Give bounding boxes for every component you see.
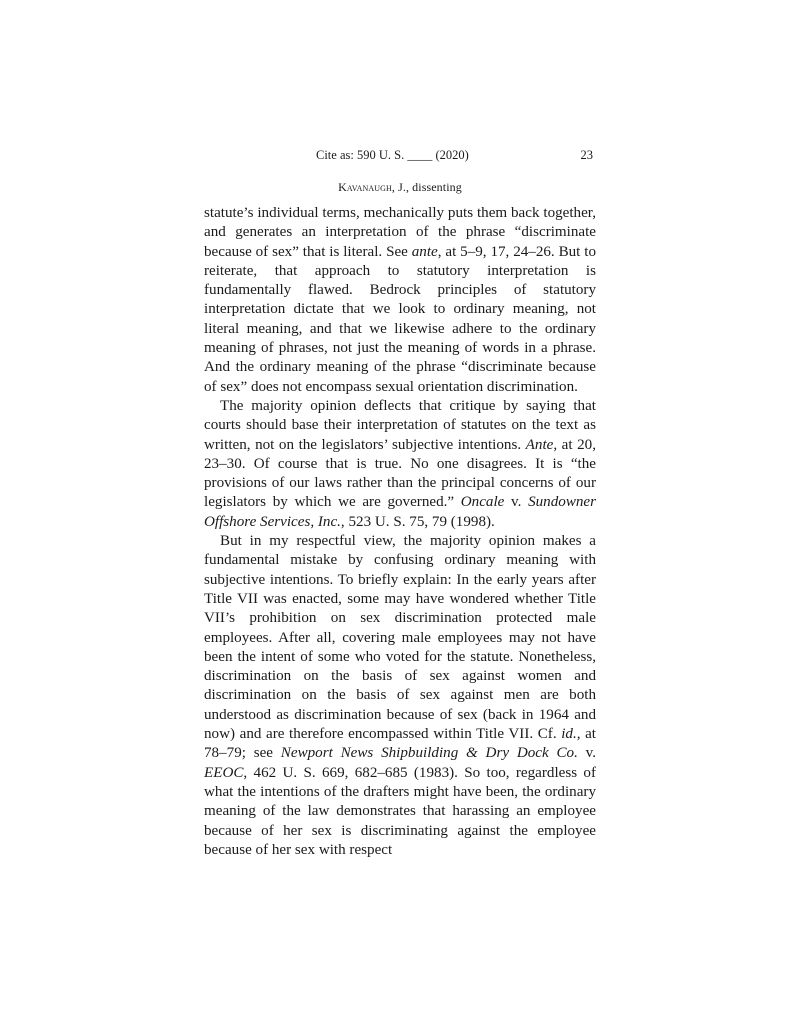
italic-text: Newport News Shipbuilding & Dry Dock Co. <box>280 745 578 762</box>
italic-text: Oncale <box>460 494 505 511</box>
italic-text: id., <box>561 726 581 743</box>
text-run: But in my respectful view, the majority opinion makes a fundamental mistake by confusing ordinary meaning with subjective intentions. To briefly explain: In the early years after Title VII was enacted, some may have wondered whether Title VII’s prohibition on sex discrimination protected male employees. After all, covering male employees may not have been the intent of some who voted for the statute. Nonetheless, discrimination on the basis of sex against women and discrimination on the basis of sex against men are both understood as discrimination because of sex (back in 1964 and now) and are therefore encompassed within Title VII. Cf. <box>204 533 596 743</box>
author-name: Kavanaugh <box>338 180 392 194</box>
page-number: 23 <box>580 148 593 162</box>
text-run: v. <box>577 745 596 762</box>
paragraph <box>204 532 596 860</box>
italic-text: Ante <box>525 436 554 453</box>
text-run: , at 5–9, 17, 24–26. But to reiterate, that approach to statutory interpretation is fundamentally flawed. Bedrock principles of statutory interpretation dictate that we look to ordinary meaning, not literal meaning, and that we likewise adhere to the ordinary meaning of phrases, not just the meaning of words in a phrase. And the ordinary meaning of the phrase “discriminate because of sex” does not encompass sexual orientation discrimination. <box>204 243 596 395</box>
text-run: statute’s individual terms, mechanically puts them back together, and generates an interpretation of the phrase “discriminate because of sex” that is literal. See <box>204 205 596 260</box>
text-run: , at 20, 23–30. Of course that is true. No one disagrees. It is “the provisions of our laws rather than the principal concerns of our legislators by which we are governed.” <box>204 436 596 511</box>
paragraph <box>204 204 596 397</box>
italic-text: EEOC <box>204 764 244 781</box>
text-run: , 462 U. S. 669, 682–685 (1983). So too, regardless of what the intentions of the drafters might have been, the ordinary meaning of the law demonstrates that harassing an employee because of her sex is discriminating against the employee because of her sex with respect <box>204 764 596 858</box>
text-run: , 523 U. S. 75, 79 (1998). <box>340 513 495 530</box>
author-suffix: , J., dissenting <box>391 180 462 194</box>
italic-text: Sundowner Offshore Services, Inc. <box>204 494 596 530</box>
opinion-body <box>204 204 596 860</box>
text-run: v. <box>504 494 529 511</box>
author-line <box>0 180 800 195</box>
citation-header: Cite as: 590 U. S. ____ (2020) <box>316 148 469 162</box>
italic-text: ante <box>411 243 438 260</box>
paragraph <box>204 397 596 532</box>
text-run: The majority opinion deflects that critique by saying that courts should base their interpretation of statutes on the text as written, not on the legislators’ subjective intentions. <box>204 397 596 453</box>
text-run: at 78–79; see <box>204 726 596 762</box>
